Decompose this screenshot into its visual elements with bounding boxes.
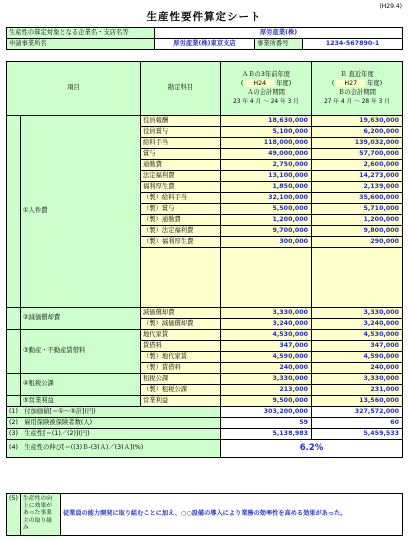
header-subject: 勘定科目 [141, 62, 221, 116]
effect-label-line: み [23, 524, 29, 531]
subject-label[interactable]: 福利厚生費 [141, 182, 221, 193]
total-label: (1) 付加価値[＝①～⑤計](円) [7, 407, 221, 418]
group-label-tax: ④租税公課 [21, 374, 141, 396]
total-value-a: 59 [221, 418, 312, 429]
col-b-title: Ｂ 直近年度 [340, 71, 374, 79]
value-a[interactable]: 9,700,000 [221, 226, 312, 237]
value-b[interactable]: 14,273,000 [312, 171, 403, 182]
effect-label [21, 494, 61, 536]
value-a[interactable]: 118,000,000 [221, 138, 312, 149]
group-marker [7, 374, 21, 396]
value-b[interactable]: 57,700,000 [312, 149, 403, 160]
table-row [7, 396, 403, 407]
table-row [7, 116, 403, 127]
table-row [7, 330, 403, 341]
subject-label[interactable]: 賃借料 [141, 341, 221, 352]
value-a[interactable]: 347,000 [221, 341, 312, 352]
col-b-suffix: 年度) [367, 80, 383, 88]
value-a[interactable]: 2,750,000 [221, 160, 312, 171]
value-a[interactable]: 4,530,000 [221, 330, 312, 341]
subject-label[interactable]: 役員報酬 [141, 116, 221, 127]
col-b-period: 27 年 4 月 ～ 28 年 3 月 [324, 98, 390, 105]
subject-label[interactable]: （製）給料手当 [141, 193, 221, 204]
total-value-b: 5,459,533 [312, 429, 403, 440]
value-a[interactable]: 13,100,000 [221, 171, 312, 182]
value-a[interactable]: 32,100,000 [221, 193, 312, 204]
effect-table [6, 493, 403, 536]
value-b[interactable]: 2,139,000 [312, 182, 403, 193]
col-a-period: 23 年 4 月 ～ 24 年 3 月 [233, 98, 299, 105]
total-value-b: 60 [312, 418, 403, 429]
col-b-period-label: Ｂの会計期間 [338, 88, 376, 96]
value-b[interactable]: 2,600,000 [312, 160, 403, 171]
value-b[interactable]: 5,710,000 [312, 204, 403, 215]
value-a[interactable]: 240,000 [221, 363, 312, 374]
value-b[interactable]: 3,330,000 [312, 374, 403, 385]
subject-label[interactable]: 賞与 [141, 149, 221, 160]
group-label-depreciation: ②減価償却費 [21, 308, 141, 330]
value-b[interactable]: 290,000 [312, 237, 403, 248]
office-label: 申請事業所名 [7, 39, 155, 50]
value-b[interactable]: 1,200,000 [312, 215, 403, 226]
blank-cell[interactable] [141, 248, 221, 308]
subject-label[interactable]: 営業利益 [141, 396, 221, 407]
value-b[interactable]: 35,600,000 [312, 193, 403, 204]
value-a[interactable]: 3,330,000 [221, 308, 312, 319]
value-a[interactable]: 5,500,000 [221, 204, 312, 215]
number-value[interactable]: 1234-567890-1 [303, 39, 403, 50]
subject-label[interactable]: （製）通勤費 [141, 215, 221, 226]
number-label: 事業所番号 [255, 39, 303, 50]
growth-value: 6.2% [221, 440, 403, 458]
version-label: (H29.4) [379, 3, 402, 10]
group-label-profit: ⑤営業利益 [21, 396, 141, 407]
subject-label[interactable]: 法定福利費 [141, 171, 221, 182]
value-b[interactable]: 4,530,000 [312, 330, 403, 341]
value-b[interactable]: 3,240,000 [312, 319, 403, 330]
target-label: 生産性の算定対象となる企業名・支店名等 [7, 28, 155, 39]
col-a-era[interactable]: H24 [245, 80, 274, 87]
subject-label[interactable]: 租税公課 [141, 374, 221, 385]
subject-label[interactable]: 給料手当 [141, 138, 221, 149]
growth-label: (4) 生産性の伸び[＝((3)Ｂ-(3)Ａ)／(3)Ａ](%) [7, 440, 221, 458]
total-label: (2) 雇用保険被保険者数(人) [7, 418, 221, 429]
subject-label[interactable]: 通勤費 [141, 160, 221, 171]
effect-label-line: 主の取り組 [23, 517, 52, 524]
table-row [7, 308, 403, 319]
value-a[interactable]: 18,630,000 [221, 116, 312, 127]
col-a-suffix: 年度) [276, 80, 292, 88]
header-col-a [221, 62, 312, 116]
blank-cell[interactable] [312, 248, 403, 308]
col-a-period-label: Ａの会計期間 [247, 88, 285, 96]
header-col-b [312, 62, 403, 116]
subject-label[interactable]: （製）地代家賃 [141, 352, 221, 363]
col-a-paren: ( [240, 80, 244, 88]
subject-label[interactable]: （製）賃借料 [141, 363, 221, 374]
value-a[interactable]: 3,330,000 [221, 374, 312, 385]
effect-num: (5) [7, 494, 21, 536]
value-b[interactable]: 9,800,000 [312, 226, 403, 237]
group-marker [7, 116, 21, 308]
value-b[interactable]: 13,560,000 [312, 396, 403, 407]
col-b-paren: ( [331, 80, 335, 88]
group-marker [7, 396, 21, 407]
value-a[interactable]: 213,000 [221, 385, 312, 396]
subject-label[interactable]: 役員賞与 [141, 127, 221, 138]
subject-label[interactable]: （製）減価償却費 [141, 319, 221, 330]
col-a-title: ＡＢの3年前年度 [241, 71, 291, 79]
value-b[interactable]: 231,000 [312, 385, 403, 396]
total-value-b: 327,572,000 [312, 407, 403, 418]
subject-label[interactable]: （製）福利厚生費 [141, 237, 221, 248]
value-b[interactable]: 6,200,000 [312, 127, 403, 138]
header-item: 項目 [7, 62, 141, 116]
value-a[interactable]: 3,240,000 [221, 319, 312, 330]
group-label-rent: ③動産・不動産賃借料 [21, 330, 141, 374]
value-a[interactable]: 49,000,000 [221, 149, 312, 160]
subject-label[interactable]: 地代家賃 [141, 330, 221, 341]
value-b[interactable]: 347,000 [312, 341, 403, 352]
value-a[interactable]: 1,200,000 [221, 215, 312, 226]
value-a[interactable]: 4,590,000 [221, 352, 312, 363]
total-label: (3) 生産性[＝(1)／(2)](円) [7, 429, 221, 440]
company-info-table [6, 27, 403, 50]
total-row [7, 418, 403, 429]
value-a[interactable]: 5,100,000 [221, 127, 312, 138]
value-b[interactable]: 240,000 [312, 363, 403, 374]
value-b[interactable]: 19,630,000 [312, 116, 403, 127]
value-a[interactable]: 300,000 [221, 237, 312, 248]
effect-label-line: 上に効果が [23, 503, 52, 510]
group-label-personnel: ①人件費 [21, 116, 141, 308]
effect-text[interactable]: 従業員の能力開発に取り組むことに加え、○○設備の導入により業務の効率性を高める効果があった。 [61, 494, 403, 536]
subject-label[interactable]: （製）賞与 [141, 204, 221, 215]
office-value[interactable]: 厚労産業(株)東京支店 [155, 39, 255, 50]
subject-label[interactable]: （製）法定福利費 [141, 226, 221, 237]
value-b[interactable]: 139,032,000 [312, 138, 403, 149]
group-marker [7, 330, 21, 374]
table-row [7, 374, 403, 385]
total-value-a: 303,200,000 [221, 407, 312, 418]
target-value[interactable]: 厚労産業(株) [155, 28, 403, 39]
value-b[interactable]: 3,330,000 [312, 308, 403, 319]
total-row [7, 429, 403, 440]
value-b[interactable]: 4,590,000 [312, 352, 403, 363]
page-title: 生産性要件算定シート [146, 11, 262, 23]
growth-row [7, 440, 403, 458]
total-row [7, 407, 403, 418]
value-a[interactable]: 9,500,000 [221, 396, 312, 407]
total-value-a: 5,138,983 [221, 429, 312, 440]
group-marker [7, 308, 21, 330]
effect-label-line: 生産性の向 [23, 496, 52, 502]
calculation-table [6, 61, 403, 458]
blank-cell[interactable] [221, 248, 312, 308]
subject-label[interactable]: （製）租税公課 [141, 385, 221, 396]
subject-label[interactable]: 減価償却費 [141, 308, 221, 319]
col-b-era[interactable]: H27 [336, 80, 365, 87]
value-a[interactable]: 1,850,000 [221, 182, 312, 193]
effect-label-line: あった事業 [23, 510, 52, 517]
